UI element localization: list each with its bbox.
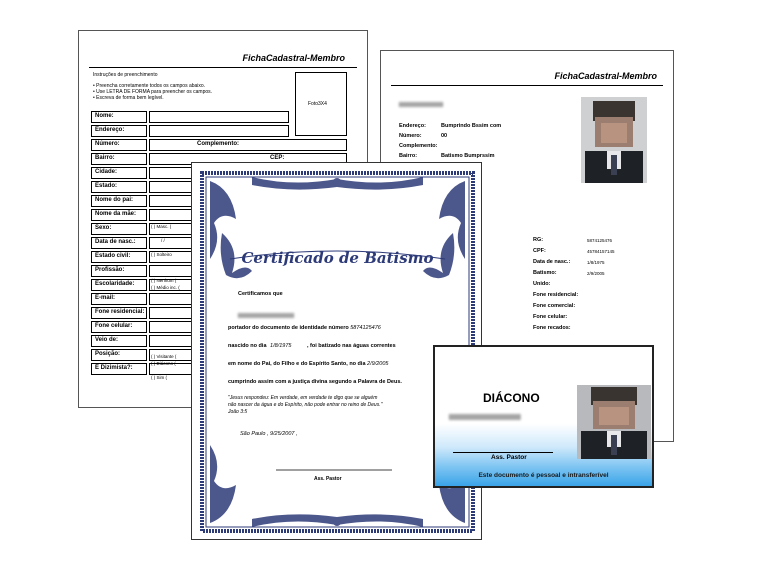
- card-role: DIÁCONO: [483, 391, 540, 405]
- field-value: 5874125476: [587, 238, 613, 243]
- verse-ref: João 3:5: [228, 409, 248, 415]
- field-label: Escolaridade:: [95, 281, 135, 287]
- schooling-option-2: ( ) Médio inc. (: [151, 285, 180, 290]
- field-box[interactable]: [91, 335, 147, 347]
- field-box[interactable]: [91, 307, 147, 319]
- field-label: Bairro:: [95, 155, 115, 161]
- trinity-line-text: em nome do Pai, do Filho e do Espírito Santo, no dia: [228, 361, 366, 367]
- card-signature-label: Ass. Pastor: [491, 454, 527, 461]
- place-date: São Paulo , 9/25/2007 ,: [240, 431, 298, 437]
- field-label: Endereço:: [95, 127, 125, 133]
- doc-number: 5874125476: [350, 325, 381, 331]
- form-title: FichaCadastral-Membro: [554, 71, 657, 81]
- field-label: Número:: [399, 133, 422, 139]
- field-input[interactable]: [149, 125, 289, 137]
- field-value: 00: [441, 133, 448, 139]
- field-label: Fone recados:: [533, 325, 571, 331]
- verse-line-2: não nascer da água e do Espírito, não pode entrar no reino de Deus.": [228, 402, 383, 408]
- field-label: Data de nasc.:: [95, 239, 136, 245]
- field-input[interactable]: [149, 111, 289, 123]
- id-line: [228, 325, 381, 331]
- field-box[interactable]: [91, 139, 147, 151]
- field-label: Complemento:: [399, 143, 438, 149]
- cep-label: CEP:: [270, 155, 285, 161]
- tither-option: ( ) Sim (: [151, 375, 167, 380]
- field-label: Fone celular:: [533, 314, 568, 320]
- field-value: Bumprindo Bssim com: [441, 123, 502, 129]
- field-label: Fone comercial:: [533, 303, 576, 309]
- sexo-options: ( ) Masc. (: [151, 224, 172, 229]
- field-label: Data de nasc.:: [533, 259, 571, 265]
- member-name: [238, 313, 294, 318]
- field-label: E-mail:: [95, 295, 116, 301]
- field-box[interactable]: [91, 237, 147, 249]
- deacon-id-card: [433, 345, 654, 488]
- title-rule: [89, 67, 357, 68]
- field-box[interactable]: [91, 279, 147, 291]
- baptism-date: 2/9/2005: [367, 361, 389, 367]
- member-photo: [581, 97, 647, 183]
- field-value: 45784157145: [587, 249, 615, 254]
- field-label: Profissão:: [95, 267, 125, 273]
- field-box[interactable]: [91, 181, 147, 193]
- position-option-1: ( ) Visitante (: [151, 354, 177, 359]
- field-box[interactable]: [91, 293, 147, 305]
- field-label: Veio de:: [95, 337, 119, 343]
- field-label: Unido:: [533, 281, 551, 287]
- birth-line: [228, 343, 396, 349]
- field-box[interactable]: [91, 167, 147, 179]
- civil-status-option: ( ) Solteiro: [151, 252, 172, 257]
- certify-text: Certificamos que: [238, 291, 283, 297]
- field-label: É Dizimista?:: [95, 365, 133, 371]
- field-box[interactable]: [91, 349, 147, 361]
- field-label: Batismo:: [533, 270, 557, 276]
- field-box[interactable]: [91, 251, 147, 263]
- title-rule: [391, 85, 663, 86]
- verse-line-1: "Jesus respondeu: Em verdade, em verdade te digo que se alguém: [228, 395, 378, 401]
- birth-date-slots: / /: [161, 238, 165, 243]
- instructions-title: Instruções de preenchimento: [93, 72, 158, 78]
- field-label: Nome:: [95, 113, 114, 119]
- field-label: Nome do pai:: [95, 197, 134, 203]
- field-label: Número:: [95, 141, 120, 147]
- field-label: Nome da mãe:: [95, 211, 137, 217]
- pastor-signature-label: Ass. Pastor: [314, 476, 342, 482]
- field-label: Fone celular:: [95, 323, 133, 329]
- instruction-1: • Preencha corretamente todos os campos abaixo.: [93, 83, 206, 89]
- field-box[interactable]: [91, 223, 147, 235]
- certificate-title: Certificado de Batismo: [241, 249, 434, 267]
- baptism-line-text: , foi batizado nas águas correntes: [307, 343, 396, 349]
- id-line-text: portador do documento de identidade número: [228, 325, 349, 331]
- justice-line: cumprindo assim com a justiça divina segundo a Palavra de Deus.: [228, 379, 402, 385]
- field-label: RG:: [533, 237, 544, 243]
- field-value: Batismo Bumprssim: [441, 153, 495, 159]
- card-notice: Este documento é pessoal e intransferível: [478, 472, 609, 479]
- field-box[interactable]: [91, 111, 147, 123]
- trinity-line: [228, 361, 388, 367]
- field-label: Bairro:: [399, 153, 418, 159]
- field-box[interactable]: [91, 125, 147, 137]
- field-box[interactable]: [91, 153, 147, 165]
- photo-label: Foto3X4: [308, 101, 327, 107]
- field-label: Cidade:: [95, 169, 118, 175]
- field-input[interactable]: [149, 139, 347, 151]
- field-value: 2/9/2005: [587, 271, 605, 276]
- member-name: [399, 102, 443, 107]
- position-option-2: ( ) Diácono (: [151, 361, 176, 366]
- field-box[interactable]: [91, 363, 147, 375]
- form-title: FichaCadastral-Membro: [242, 53, 345, 63]
- field-label: Estado civil:: [95, 253, 131, 259]
- instruction-2: • Use LETRA DE FORMA para preencher os campos.: [93, 89, 213, 95]
- birth-date: 1/8/1975: [270, 343, 292, 349]
- field-box[interactable]: [91, 321, 147, 333]
- field-label: Fone residencial:: [95, 309, 145, 315]
- complemento-label: Complemento:: [197, 141, 239, 147]
- field-label: Estado:: [95, 183, 118, 189]
- card-photo: [577, 385, 651, 459]
- field-box[interactable]: [91, 209, 147, 221]
- field-label: Endereço:: [399, 123, 426, 129]
- schooling-option-1: ( ) Nenhum (: [151, 278, 177, 283]
- field-label: CPF:: [533, 248, 546, 254]
- field-label: Fone residencial:: [533, 292, 579, 298]
- field-box[interactable]: [91, 195, 147, 207]
- birth-line-text: nascido no dia: [228, 343, 267, 349]
- instruction-3: • Escreva de forma bem legível.: [93, 95, 164, 101]
- field-label: Sexo:: [95, 225, 112, 231]
- field-value: 1/8/1975: [587, 260, 605, 265]
- card-signature-line: [453, 452, 553, 453]
- card-member-name: [449, 414, 521, 420]
- field-label: Posição:: [95, 351, 121, 357]
- field-box[interactable]: [91, 265, 147, 277]
